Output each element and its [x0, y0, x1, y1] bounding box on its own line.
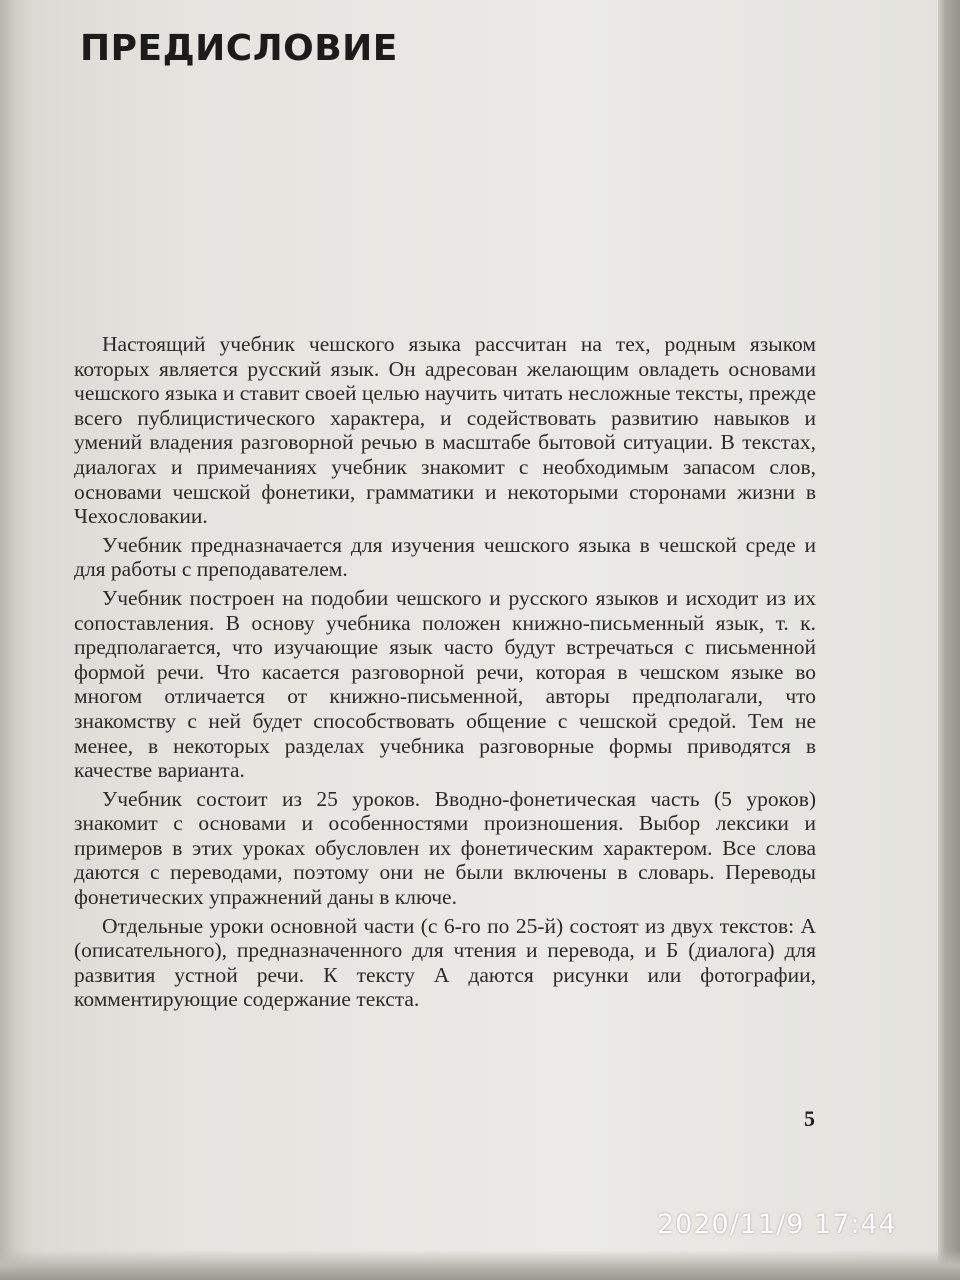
paragraph-5: Отдельные уроки основной части (с 6-го по 25-й) состоят из двух текстов: А (описательного), предназначенного для чтения и перевода, и Б (диалога) для развития устной речи. К тексту А даются рисунки или фотографии, комментирующие содержание текста. [74, 913, 816, 1012]
page-bottom-edge [0, 1250, 960, 1280]
paragraph-1: Настоящий учебник чешского языка рассчитан на тех, родным языком которых является русский язык. Он адресован желающим овладеть основами чешского языка и ставит своей целью научить читать несложные тексты, прежде всего публицистического характера, и содействовать развитию навыков и умений владения разговорной речью в масштабе бытовой ситуации. В текстах, диалогах и примечаниях учебник знакомит с необходимым запасом слов, основами чешской фонетики, грамматики и некоторыми сторонами жизни в Чехословакии. [74, 332, 816, 529]
page-heading: ПРЕДИСЛОВИЕ [80, 28, 398, 69]
page-number: 5 [804, 1106, 815, 1131]
page-right-edge [938, 0, 960, 1280]
paragraph-3: Учебник построен на подобии чешского и русского языков и исходит из их сопоставления. В основу учебника положен книжно-письменный язык, т. к. предполагается, что изучающие язык часто будут встречаться с письменной формой речи. Что касается разговорной речи, которая в чешском языке во многом отличается от книжно-письменной, авторы предполагали, что знакомству с ней будет способствовать общение с чешской средой. Тем не менее, в некоторых разделах учебника разговорные формы приводятся в качестве варианта. [74, 585, 816, 783]
photo-timestamp: 2020/11/9 17:44 [657, 1209, 897, 1240]
body-text [74, 332, 816, 1016]
paragraph-2: Учебник предназначается для изучения чешского языка в чешской среде и для работы с преподавателем. [74, 532, 816, 582]
book-spine-shadow [0, 0, 34, 1280]
paragraph-4: Учебник состоит из 25 уроков. Вводно-фонетическая часть (5 уроков) знакомит с основами и особенностями произношения. Выбор лексики и примеров в этих уроках обусловлен их фонетическим характером. Все слова даются с переводами, поэтому они не были включены в словарь. Переводы фонетических упражнений даны в ключе. [74, 786, 816, 910]
